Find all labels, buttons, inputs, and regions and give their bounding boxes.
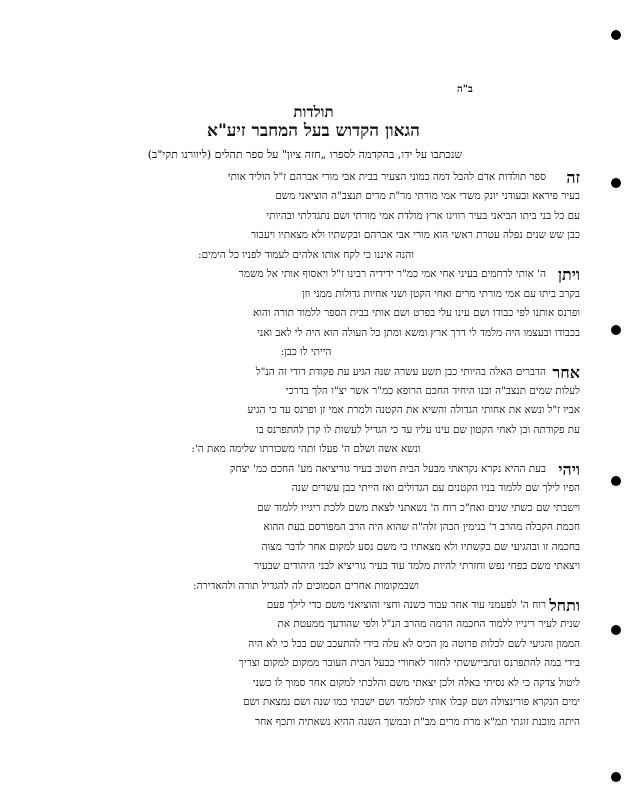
text-line: הדברים האלה בהיותי כבן תשע עשרה שנה הגיע עת פקודת דודי זה הנ"ל [255,365,546,378]
text-line: בעיר פיראא ובעודני יונק משדי אמי מורתי מר"ת מרים תנצב"ה הוציאני משם [275,190,580,203]
text-line: חכמת הקבלה מהרב ר' בנימין הכהן זלה"ה שהוא היה הרב המפורסם בעת ההוא [263,521,580,534]
text-line: ונשא אשה ושלם ה' פעלו ותהי משכורתו שלימה מאת ה': [191,443,421,456]
text-line: ושבמקומות אחרים הסמוכים לה להגדיל תורה ולהאדירה: [193,579,419,592]
paragraph [52,265,580,362]
paragraph [52,596,580,732]
biography-body [52,168,580,732]
text-line: ויצאתי משם בפחי נפש וחזרתי להיות מלמד עוד בעיר גוריציא לבני היהודים שבעיר [253,560,580,573]
text-line: עת פקודתה וכן לאחי הקטון שם עינו עליו עד כי הגדיל לעשות לו קרן להתפרנס בו [255,423,580,436]
binder-hole-mark [611,772,621,782]
paragraph-opening-word: ויהי [558,459,580,479]
text-line: היתה מוכנת זוגתי תמ"א מרת מרים מב"ת ובמשך השנה ההיא נשאתיה ותכף אחר [254,715,580,728]
paragraph [52,168,580,265]
text-line: אביו ז"ל ונשא את אחותי הגדולה והשיא את הקטנה ולמרת אמי זן ופרנס עד כי הגיע [247,404,580,417]
text-line: בחכמה זו ובהגיעי שם בקשתיו ולא מצאתיו כי משם נסע למקום אחר לדבר מצוה [261,540,580,553]
text-line: עם כל בני ביתו הביאני בעיר רוויגו ארץ מולדת אמי מורתי ושם נתגדלתי ובהיותי [266,209,580,222]
binder-hole-mark [611,476,621,486]
text-line: הפיו לילך שם ללמוד בניו הקטנים עם הגדולים ואז הייתי כבן עשרים שנה [291,482,580,495]
text-line: רוח ה' לפעמני עוד אחר עבור כשנה וחצי והוציאני משם כדי לילך פעם [266,598,546,611]
page-number: ב"ה [457,84,473,95]
text-line: ה' אותי לרחמים בעיני אחי אמי כמ"ר ידידיה רבינו ז"ל ויאסוף אותי אל משמר [238,268,546,281]
text-line: לעלות שמים תנצב"ה ובנו היחיד החכם הרופא כמ"ר אשר יצ"ו הלך בדרכי [285,384,580,397]
text-line: וישבתי שם כשתי שנים ואח"כ רוח ה' נשאתני לצאת משם ללכת ריגייו ללמוד שם [257,501,580,514]
paragraph-opening-word: ותחל [549,595,580,615]
page-subtitle-heading: הגאון הקדוש בעל המחבר זיע"א [207,121,420,141]
paragraph-opening-word: זה [566,168,580,187]
paragraph-opening-word: אחר [552,362,580,382]
text-line: בכבודו ובעצמו היה מלמד לי דרך ארץ ומשא ומתן כל העולה הוא היה לי לאב ואני [257,326,580,339]
text-line: ליטול צדקה כי לא נסיתי באלה ולכן יצאתי משם והלכתי למקום אחר סמוך לו כשני [252,676,580,689]
binder-hole-mark [611,625,621,635]
paragraph [52,460,580,596]
text-line: כבן שש שנים נפלה עטרת ראשי הוא מורי אבי אברהם ובקשתיו ולא מצאתיו ויעבור [251,229,580,242]
text-line: ספר תולדות אדם להבל דמה כמוני הצעיר בבית אבי מורי אברהם ז"ל הוליד אותי [227,171,546,183]
text-line: בקרב ביתו עם אמי מורתי מרים ואחי הקטן ושני אחיות גדולות ממני וזן [301,287,580,300]
text-line: הייתי לו כבן: [280,346,332,359]
text-line: ימים הנקרא פורינצולה ושם קבלו אותי למלמד ושם ישבתי כמו שנה ושם נמצאת ושם [243,696,580,709]
paragraph [52,363,580,460]
binder-hole-mark [611,30,621,40]
paragraph-opening-word: ויתן [557,265,580,285]
source-note: שנכתבו על ידו, בהקדמה לספרו „חזה ציון" על ספר תהלים (ליוורנו תקי"ב) [147,148,463,161]
text-line: שנית לעיר ריגייו ללמוד החכמה הרמה מהרב הנ"ל ולפי שהודעך ממעטת את [277,618,580,631]
text-line: והנה איננו כי לקח אותו אלהים לעמוד לפניו כל הימים: [198,248,414,261]
binder-hole-mark [611,178,621,188]
text-line: הממון והגיעי לשם לכלות פרוטה מן הכיס לא עלה בידי להתעכב שם בכל כי לא היה [248,637,580,650]
page-title: תולדות [293,103,334,121]
text-line: בידי במה להתפרנס ונתבייששתי לחזור לאחורי כבעל הבית העובר ממקום למקום וצריך [238,657,580,670]
text-line: בעת ההיא נקרא נקראתי מבעל הבית חשוב בעיר גוריציאה מע' החכם כמ' יצחק [229,462,546,475]
binder-hole-mark [611,325,621,335]
text-line: ופרנס אותנו לפי כבודו ושם עינו עלי בפרט ושם אותי בבית הספר ללמוד תורה והוא [253,307,580,320]
